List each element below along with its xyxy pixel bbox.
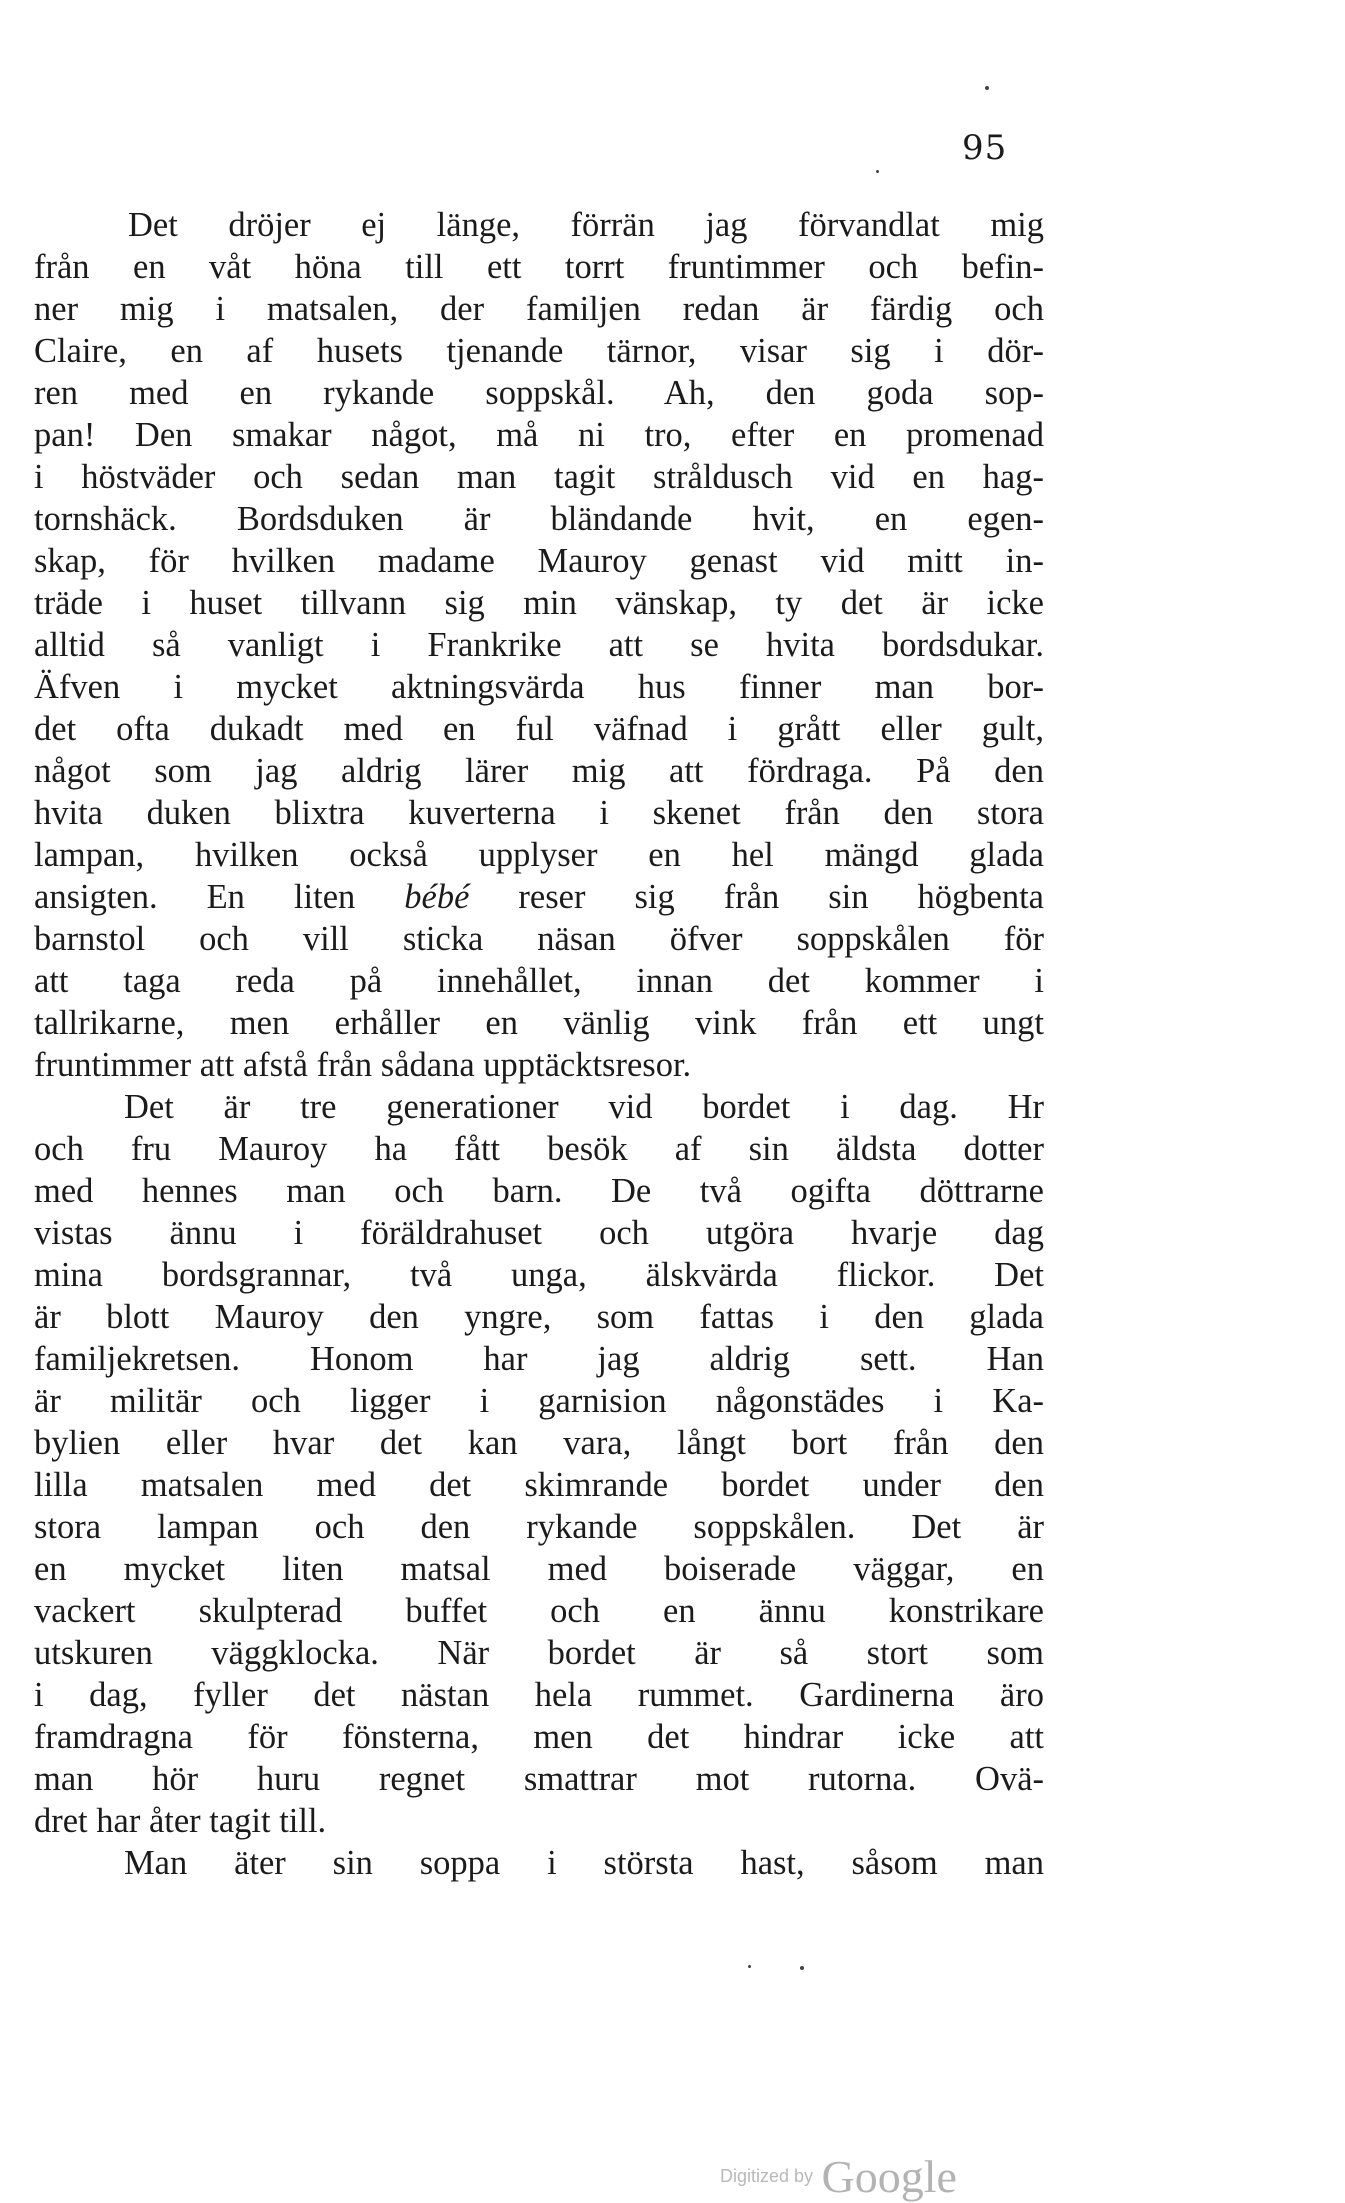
paragraph xyxy=(34,1842,1044,1884)
scan-speck xyxy=(800,1966,804,1970)
text-line: Det dröjer ej länge, förrän jag förvandlat mig xyxy=(128,206,1044,244)
text-line: hvita duken blixtra kuverterna i skenet från den stora xyxy=(34,794,1044,832)
digitized-label: Digitized by xyxy=(720,2166,814,2186)
text-line: ner mig i matsalen, der familjen redan är färdig och xyxy=(34,290,1044,328)
text-line: mina bordsgrannar, två unga, älskvärda flickor. Det xyxy=(34,1256,1044,1294)
text-line: utskuren väggklocka. När bordet är så stort som xyxy=(34,1634,1044,1672)
scan-speck xyxy=(985,86,989,90)
text-line: är militär och ligger i garnision någonstädes i Ka- xyxy=(34,1382,1044,1420)
page-number: 95 xyxy=(962,128,1008,168)
body-text xyxy=(34,204,1044,1884)
text-line: ansigten. En liten bébé reser sig från sin högbenta xyxy=(34,878,1044,916)
text-line: från en våt höna till ett torrt fruntimmer och befin- xyxy=(34,248,1044,286)
text-line: lilla matsalen med det skimrande bordet under den xyxy=(34,1466,1044,1504)
text-line: stora lampan och den rykande soppskålen. Det är xyxy=(34,1508,1044,1546)
text-line: i höstväder och sedan man tagit stråldusch vid en hag- xyxy=(34,458,1044,496)
text-line: är blott Mauroy den yngre, som fattas i den glada xyxy=(34,1298,1044,1336)
text-line: lampan, hvilken också upplyser en hel mängd glada xyxy=(34,836,1044,874)
text-line: fruntimmer att afstå från sådana upptäcktsresor. xyxy=(34,1046,692,1084)
text-line: i dag, fyller det nästan hela rummet. Gardinerna äro xyxy=(34,1676,1044,1714)
paragraph xyxy=(34,204,1044,1086)
text-line: vackert skulpterad buffet och en ännu konstrikare xyxy=(34,1592,1044,1630)
text-line: man hör huru regnet smattrar mot rutorna. Ovä- xyxy=(34,1760,1044,1798)
text-line: Man äter sin soppa i största hast, såsom man xyxy=(124,1844,1044,1882)
scan-speck xyxy=(748,1965,751,1968)
google-logo: Google xyxy=(821,2151,957,2202)
text-line: ren med en rykande soppskål. Ah, den goda sop- xyxy=(34,374,1044,412)
text-line: pan! Den smakar något, må ni tro, efter en promenad xyxy=(34,416,1044,454)
text-line: med hennes man och barn. De två ogifta döttrarne xyxy=(34,1172,1044,1210)
text-line: skap, för hvilken madame Mauroy genast vid mitt in- xyxy=(34,542,1044,580)
text-line: bylien eller hvar det kan vara, långt bort från den xyxy=(34,1424,1044,1462)
text-line: något som jag aldrig lärer mig att fördraga. På den xyxy=(34,752,1044,790)
text-line: familjekretsen. Honom har jag aldrig sett. Han xyxy=(34,1340,1044,1378)
italic-word: bébé xyxy=(404,878,470,916)
text-line: alltid så vanligt i Frankrike att se hvita bordsdukar. xyxy=(34,626,1044,664)
digitized-watermark xyxy=(720,2150,957,2203)
text-line: tornshäck. Bordsduken är bländande hvit, en egen- xyxy=(34,500,1044,538)
text-line: träde i huset tillvann sig min vänskap, ty det är icke xyxy=(34,584,1044,622)
text-line: framdragna för fönsterna, men det hindrar icke att xyxy=(34,1718,1044,1756)
text-line: Äfven i mycket aktningsvärda hus finner man bor- xyxy=(34,668,1044,706)
text-line: och fru Mauroy ha fått besök af sin äldsta dotter xyxy=(34,1130,1044,1168)
text-line: vistas ännu i föräldrahuset och utgöra hvarje dag xyxy=(34,1214,1044,1252)
text-line: Det är tre generationer vid bordet i dag. Hr xyxy=(124,1088,1044,1126)
text-line: att taga reda på innehållet, innan det kommer i xyxy=(34,962,1044,1000)
text-line: tallrikarne, men erhåller en vänlig vink från ett ungt xyxy=(34,1004,1044,1042)
text-line: det ofta dukadt med en ful väfnad i grått eller gult, xyxy=(34,710,1044,748)
text-line: Claire, en af husets tjenande tärnor, visar sig i dör- xyxy=(34,332,1044,370)
text-line: en mycket liten matsal med boiserade väggar, en xyxy=(34,1550,1044,1588)
scan-speck xyxy=(876,170,879,173)
text-line: barnstol och vill sticka näsan öfver soppskålen för xyxy=(34,920,1044,958)
paragraph xyxy=(34,1086,1044,1842)
text-line: dret har åter tagit till. xyxy=(34,1802,327,1840)
